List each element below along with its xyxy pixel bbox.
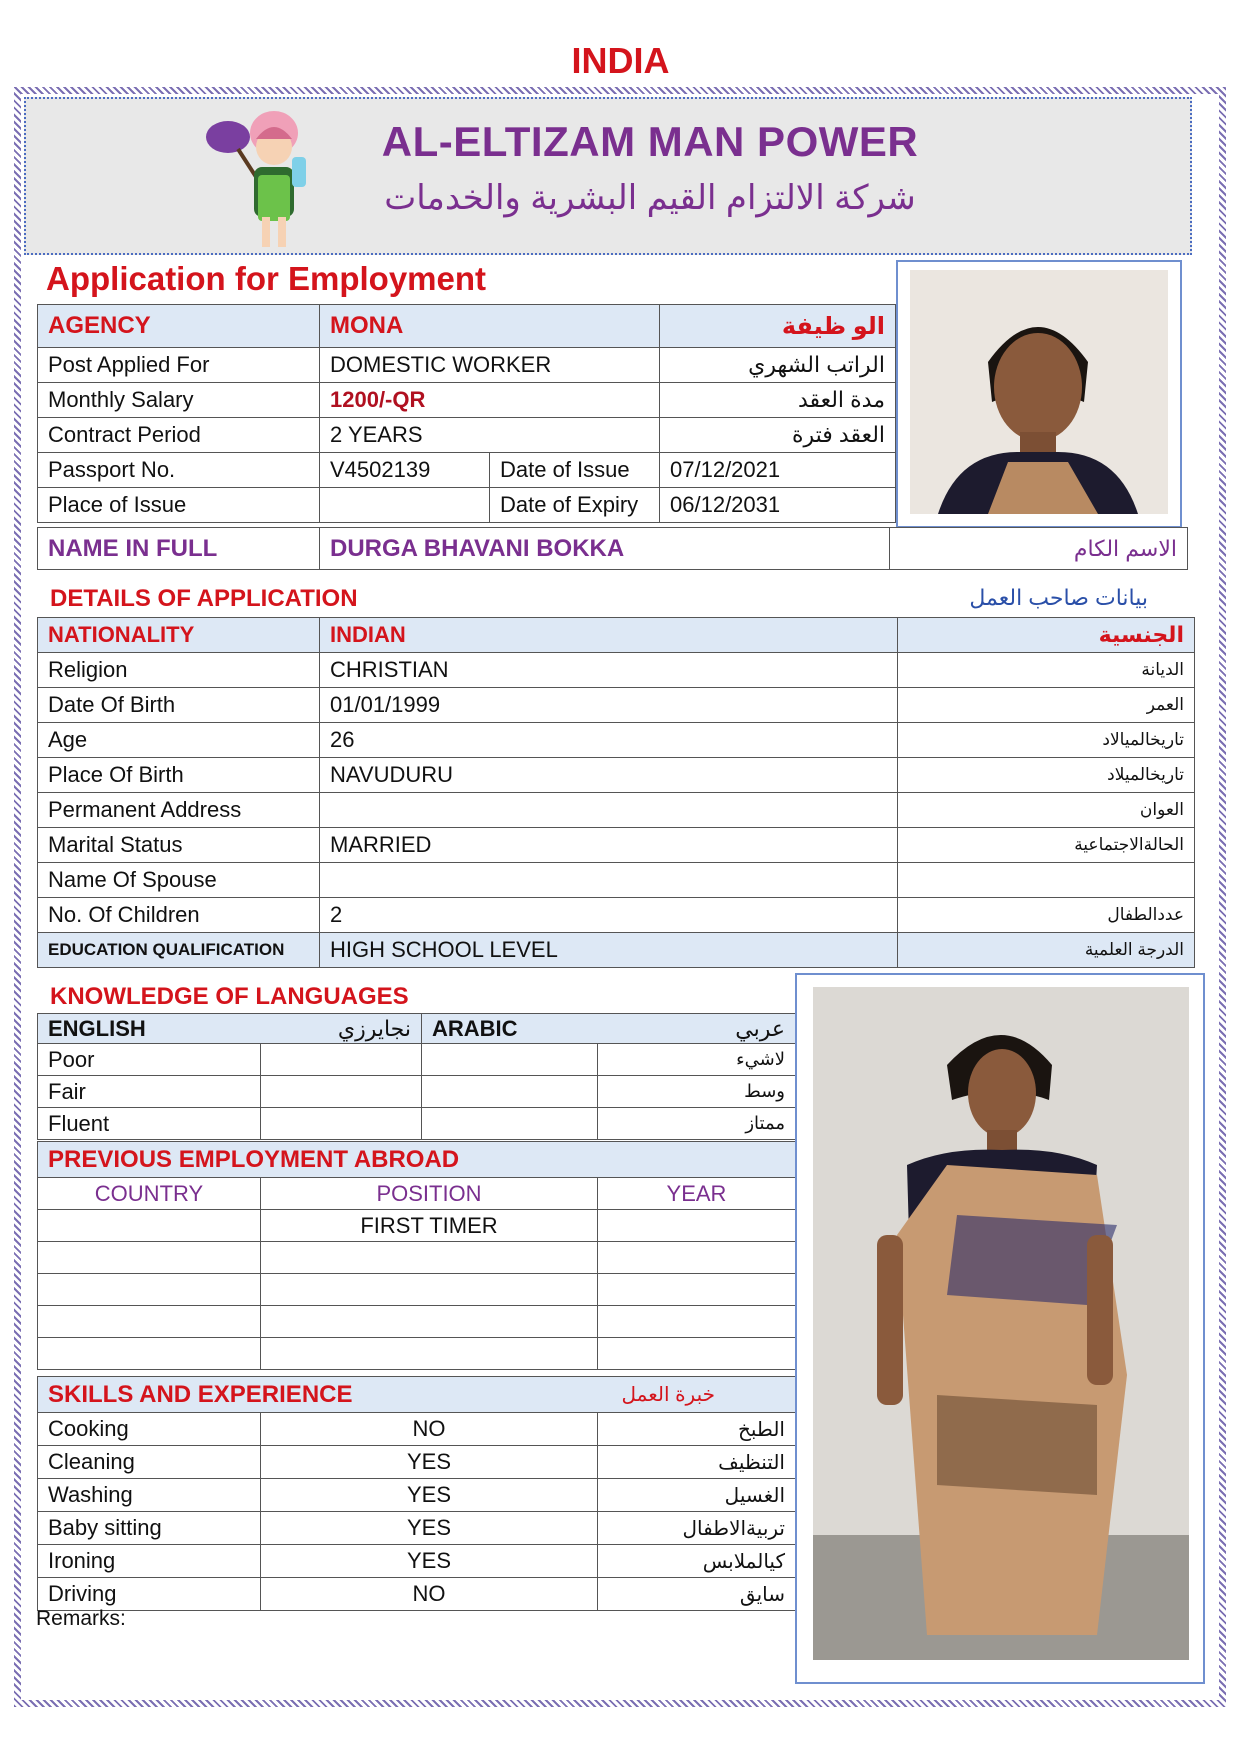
prev-empty-cell	[598, 1306, 796, 1338]
previous-employment-heading: PREVIOUS EMPLOYMENT ABROAD	[38, 1142, 796, 1178]
children-label-ar: عددالطفال	[898, 898, 1195, 933]
arabic-fluent-cell[interactable]	[422, 1108, 598, 1140]
skill-cooking-label: Cooking	[38, 1413, 261, 1446]
prev-empty-cell	[38, 1274, 261, 1306]
skill-cleaning-value: YES	[261, 1446, 598, 1479]
details-heading: DETAILS OF APPLICATION	[50, 585, 358, 612]
salary-value: 1200/-QR	[320, 383, 660, 418]
children-value: 2	[320, 898, 898, 933]
languages-table	[37, 1013, 796, 1140]
prev-empty-cell	[598, 1274, 796, 1306]
skill-baby-sitting-value: YES	[261, 1512, 598, 1545]
full-name-table	[37, 527, 1188, 570]
name-label: NAME IN FULL	[38, 528, 320, 570]
application-title: Application for Employment	[46, 260, 487, 297]
skills-heading: SKILLS AND EXPERIENCE	[38, 1377, 598, 1413]
dob-label: Date Of Birth	[38, 688, 320, 723]
skill-driving-label-ar: سايق	[598, 1578, 796, 1611]
skill-cooking-value: NO	[261, 1413, 598, 1446]
arabic-label: ARABIC	[422, 1014, 598, 1044]
nationality-label: NATIONALITY	[38, 618, 320, 653]
salary-label: Monthly Salary	[38, 383, 320, 418]
agency-label: AGENCY	[38, 305, 320, 348]
children-label: No. Of Children	[38, 898, 320, 933]
agency-label-ar: الو ظيفة	[660, 305, 896, 348]
skill-cleaning-label-ar: التنظيف	[598, 1446, 796, 1479]
post-label: Post Applied For	[38, 348, 320, 383]
english-poor-cell[interactable]	[261, 1044, 422, 1076]
applicant-photo-portrait	[896, 260, 1182, 528]
place-of-issue-label: Place of Issue	[38, 488, 320, 523]
name-label-ar: الاسم الكام	[890, 528, 1188, 570]
place-of-birth-label: Place Of Birth	[38, 758, 320, 793]
english-fair-cell[interactable]	[261, 1076, 422, 1108]
country-heading: INDIA	[571, 40, 670, 81]
address-label: Permanent Address	[38, 793, 320, 828]
arabic-fair-cell[interactable]	[422, 1076, 598, 1108]
company-name-en: AL-ELTIZAM MAN POWER	[381, 118, 919, 165]
languages-heading: KNOWLEDGE OF LANGUAGES	[50, 983, 409, 1010]
arabic-label-ar: عربي	[598, 1014, 796, 1044]
name-value: DURGA BHAVANI BOKKA	[320, 528, 890, 570]
skill-baby-sitting-label: Baby sitting	[38, 1512, 261, 1545]
nationality-value: INDIAN	[320, 618, 898, 653]
contract-value: 2 YEARS	[320, 418, 660, 453]
prev-empty-cell	[598, 1242, 796, 1274]
level-poor-label-ar: لاشيء	[598, 1044, 796, 1076]
col-year: YEAR	[598, 1178, 796, 1210]
date-of-expiry-value: 06/12/2031	[660, 488, 896, 523]
skill-cooking-label-ar: الطبخ	[598, 1413, 796, 1446]
place-of-birth-label-ar: تاريخالميلاد	[898, 758, 1195, 793]
place-of-issue-value	[320, 488, 490, 523]
skills-heading-ar: خبرة العمل	[598, 1377, 796, 1413]
prev-empty-cell	[38, 1306, 261, 1338]
english-fluent-cell[interactable]	[261, 1108, 422, 1140]
skill-driving-value: NO	[261, 1578, 598, 1611]
post-label-ar: الراتب الشهري	[660, 348, 896, 383]
previous-employment-table	[37, 1141, 796, 1370]
religion-label-ar: الديانة	[898, 653, 1195, 688]
prev-empty-cell	[261, 1274, 598, 1306]
place-of-birth-value: NAVUDURU	[320, 758, 898, 793]
english-label-ar: نجايرزي	[261, 1014, 422, 1044]
prev-country-cell	[38, 1210, 261, 1242]
contract-label: Contract Period	[38, 418, 320, 453]
prev-empty-cell	[261, 1338, 598, 1370]
age-label: Age	[38, 723, 320, 758]
dob-label-ar: العمر	[898, 688, 1195, 723]
address-value	[320, 793, 898, 828]
level-fluent-label: Fluent	[38, 1108, 261, 1140]
agency-value: MONA	[320, 305, 660, 348]
arabic-poor-cell[interactable]	[422, 1044, 598, 1076]
marital-status-label-ar: الحالةالاجتماعية	[898, 828, 1195, 863]
education-value: HIGH SCHOOL LEVEL	[320, 933, 898, 968]
marital-status-label: Marital Status	[38, 828, 320, 863]
skill-ironing-value: YES	[261, 1545, 598, 1578]
nationality-label-ar: الجنسية	[898, 618, 1195, 653]
details-table	[37, 617, 1195, 968]
prev-position-cell: FIRST TIMER	[261, 1210, 598, 1242]
remarks-label: Remarks:	[36, 1607, 126, 1630]
religion-value: CHRISTIAN	[320, 653, 898, 688]
prev-empty-cell	[38, 1242, 261, 1274]
contract-label-ar: العقد فترة	[660, 418, 896, 453]
spouse-label: Name Of Spouse	[38, 863, 320, 898]
education-label-ar: الدرجة العلمية	[898, 933, 1195, 968]
job-info-table	[37, 304, 896, 523]
prev-empty-cell	[261, 1242, 598, 1274]
skills-table	[37, 1376, 796, 1611]
col-country: COUNTRY	[38, 1178, 261, 1210]
details-heading-ar: بيانات صاحب العمل	[969, 585, 1148, 610]
age-value: 26	[320, 723, 898, 758]
prev-empty-cell	[38, 1338, 261, 1370]
marital-status-value: MARRIED	[320, 828, 898, 863]
prev-year-cell	[598, 1210, 796, 1242]
level-fluent-label-ar: ممتاز	[598, 1108, 796, 1140]
spouse-value	[320, 863, 898, 898]
skill-ironing-label: Ironing	[38, 1545, 261, 1578]
address-label-ar: العوان	[898, 793, 1195, 828]
skill-washing-label: Washing	[38, 1479, 261, 1512]
education-label: EDUCATION QUALIFICATION	[38, 933, 320, 968]
col-position: POSITION	[261, 1178, 598, 1210]
salary-label-ar: مدة العقد	[660, 383, 896, 418]
applicant-photo-full	[795, 973, 1205, 1684]
skill-baby-sitting-label-ar: تربيةالاطفال	[598, 1512, 796, 1545]
date-of-issue-value: 07/12/2021	[660, 453, 896, 488]
skill-driving-label: Driving	[38, 1578, 261, 1611]
prev-empty-cell	[598, 1338, 796, 1370]
level-fair-label-ar: وسط	[598, 1076, 796, 1108]
skill-ironing-label-ar: كيالملابس	[598, 1545, 796, 1578]
age-label-ar: تاريخالميالاد	[898, 723, 1195, 758]
skill-washing-value: YES	[261, 1479, 598, 1512]
religion-label: Religion	[38, 653, 320, 688]
skill-washing-label-ar: الغسيل	[598, 1479, 796, 1512]
prev-empty-cell	[261, 1306, 598, 1338]
passport-no-label: Passport No.	[38, 453, 320, 488]
company-name-ar: شركة الالتزام القيم البشرية والخدمات	[384, 179, 916, 217]
passport-no-value: V4502139	[320, 453, 490, 488]
date-of-expiry-label: Date of Expiry	[490, 488, 660, 523]
post-value: DOMESTIC WORKER	[320, 348, 660, 383]
level-fair-label: Fair	[38, 1076, 261, 1108]
date-of-issue-label: Date of Issue	[490, 453, 660, 488]
dob-value: 01/01/1999	[320, 688, 898, 723]
spouse-label-ar	[898, 863, 1195, 898]
skill-cleaning-label: Cleaning	[38, 1446, 261, 1479]
level-poor-label: Poor	[38, 1044, 261, 1076]
english-label: ENGLISH	[38, 1014, 261, 1044]
